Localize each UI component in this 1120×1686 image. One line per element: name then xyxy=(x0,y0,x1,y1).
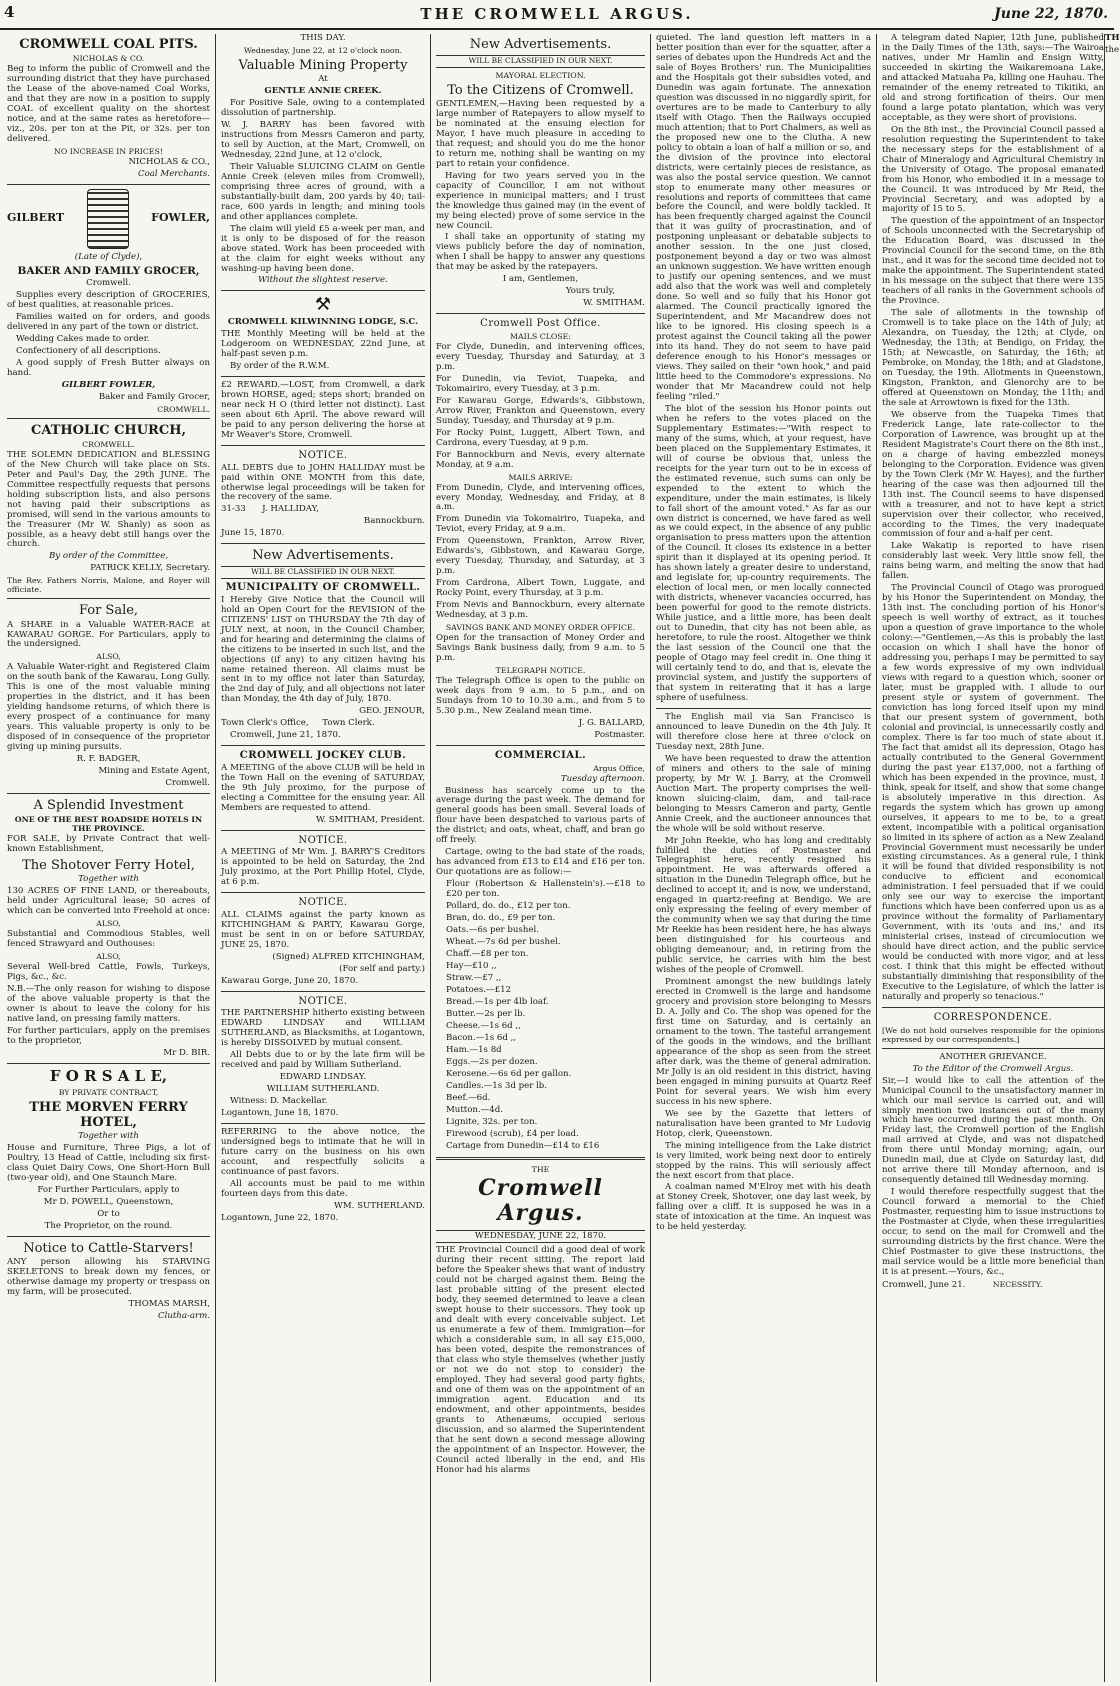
argus-office: Argus Office, xyxy=(593,763,645,773)
news-wakatip: Lake Wakatip is reported to have risen considerably last week. Very little snow fell, the rains being warm, and melting the snow that had fallen. xyxy=(882,541,1104,582)
commercial-heading: COMMERCIAL. xyxy=(494,749,587,761)
starve-body: ANY person allowing his STARVING SKELETONS to break down my fences, or otherwise damage my property or trespass on my farm, will be prosecuted. xyxy=(7,1257,210,1298)
leader-cont-2: The blot of the session his Honor points out when he refers to the votes placed on the Supplementary Estimates:—"With respect to many of the sums, which, at your request, have been placed on the Supplementary Estimates, it will of course be obvious that, unless the receipts for the year turn out to be in excess of the estimated revenue, such sums can only be expended to the extent to which the expenditure, under the main estimates, is likely to fall short of the amount voted." As far as our own district is concerned, we have fared as well as we could expect, in the absence of any public organisation to press matters upon the attention of the Council. It closes its existence in a better spirit than it displayed at its opening period. It has shown lately a greater desire to understand, and legislate for, up-country requirements. The election of local men, or men locally connected with districts, whenever vacancies occurred, has been powerful for good to the remote districts. While justice, and a little more, has been dealt out to Dunedin, that city has not been able, as heretofore, to rule the roost. Altogether we think the last session of the Council one that the people of Otago may feel credit in. One thing it will certainly tend to do, and that is, elevate the provincial system, and justify the supporters of that system in reiterating that it has a large sphere of usefulness. xyxy=(656,403,871,703)
divider xyxy=(436,1157,645,1160)
ballard-sign: J. G. BALLARD, xyxy=(578,717,645,728)
also-2: ALSO, xyxy=(96,919,121,929)
gent-body-2: Having for two years served you in the capacity of Councillor, I am not without experience in municipal matters; and I trust the knowledge thus gained may (in the event of my being elected) prove of some service in the new Council. xyxy=(436,170,645,231)
notice-3: NOTICE. xyxy=(298,897,348,909)
invest-heading: A Splendid Investment xyxy=(33,798,184,814)
church-order: By order of the Committee, xyxy=(48,551,169,562)
price-item: Kerosene.—6s 6d per gallon. xyxy=(446,1068,572,1079)
leader-cont: quieted. The land question left matters in a better position than ever for the squatter, after a series of debates upon the Hundreds Act and the sale of Boyes Brothers' run. The Municipalities and the Hospitals got their subsidies voted, and Dunedin was again fortunate. The annexation question was discussed in no niggardly spirit, for overtures are to be made to Canterbury to ally itself with Otago. Then the Railways occupied much attention; that to Port Chalmers, as well as the proposed new one to the Clutha. A new policy to obtain a loan of half a million or so, and the division of the province into electoral districts, were certainly pieces de resistance, as was also the postal service question. We cannot stop to enumerate many other measures or resolutions and reports of committees that came before the Council, and were boldly tackled. It has been frequently charged against the Council that it was guilty of procrastination, and of postponing unpleasant or debatable subjects to another session. In the one just closed, postponement beyond a day or two was almost an unknown suggestion. We have written enough to justify our opening sentences, and we must add also that the work was well and completely done. So well and so fully that his Honor got alarmed. The Council practically ignored the Superintendent, and Mr Macandrew does not like to be ignored. His closing speech is a protest against the Council taking all the power into its hand. They do not seem to have paid deference enough to his Honor's messages or views. They sailed on their "own hook," and paid little heed to the Commodore's expressions. No wonder that Mr Macandrew could not help feeling "riled." xyxy=(656,33,871,402)
yields-body: The claim will yield £5 a-week per man, and it is only to be disposed of for the reason above stated. Work has been proceeded with at the claim for eight weeks without any washing-up having been done. xyxy=(221,223,425,274)
price-item: Bread.—1s per 4lb loaf. xyxy=(446,996,549,1007)
jockey-sign: W. SMITHAM, President. xyxy=(315,814,425,825)
divider xyxy=(221,543,425,544)
news-coalman: A coalman named M'Elroy met with his death at Stoney Creek, Shotover, one day last week, by falling over a cliff. It is supposed he was in a state of intoxication at the time. An inquest was to be held yesterday. xyxy=(656,1182,871,1233)
divider xyxy=(882,1007,1104,1008)
church-sign: PATRICK KELLY, Secretary. xyxy=(90,563,210,574)
halliday-no: 31-33 xyxy=(221,504,246,515)
adjacent-page-edge xyxy=(1104,33,1120,1682)
mayoral-election: MAYORAL ELECTION. xyxy=(495,70,586,80)
price-item: Straw.—£7 ,, xyxy=(446,972,502,983)
divider xyxy=(221,290,425,291)
kitch-date: Kawarau Gorge, June 20, 1870. xyxy=(221,975,359,986)
divider xyxy=(7,1063,210,1064)
coal-sign: NICHOLAS & CO., xyxy=(128,156,210,167)
invest-body: FOR SALE, by Private Contract that well-known Establishment, xyxy=(7,834,210,855)
kitch-sign: (Signed) ALFRED KITCHINGHAM, xyxy=(272,951,425,962)
edge-text-2: the xyxy=(1105,44,1120,55)
referring-body-2: All accounts must be paid to me within fourteen days from this date. xyxy=(221,1178,425,1199)
notice-4: NOTICE. xyxy=(298,995,348,1007)
notice-2: NOTICE. xyxy=(298,834,348,846)
post-heading: Cromwell Post Office. xyxy=(480,318,601,330)
lindsay-sign: EDWARD LINDSAY. xyxy=(279,1071,367,1082)
morven-sign: Mr D. POWELL, Queenstown, xyxy=(43,1197,174,1208)
postmaster-title: Postmaster. xyxy=(594,729,645,740)
classified-note-2: WILL BE CLASSIFIED IN OUR NEXT. xyxy=(436,55,645,68)
sluicing-body: Their Valuable SLUICING CLAIM on Gentle Annie Creek (eleven miles from Cromwell), comprising three acres of ground, with a substantially-built dam, 200 yards by 40; tail-race, 600 yards in length; and mining tools and other appliances complete. xyxy=(221,161,425,222)
price-item: Mutton.—4d. xyxy=(446,1104,503,1115)
news-napier: A telegram dated Napier, 12th June, published in the Daily Times of the 13th, says:—The Wairoa natives, under Mr Hamlin and Ensign Witty, succeeded in skirting the Waikaremoana Lake, and attacked Matuaha Pa, killing one Hauhau. The remainder of the enemy retreated to Tikitiki, an old and strong fortification of theirs. Our men found a large potato plantation, which was very acceptable, as they were short of provisions. xyxy=(882,33,1104,123)
divider xyxy=(221,991,425,992)
price-item: Lignite, 32s. per ton. xyxy=(446,1116,538,1127)
this-day: THIS DAY. xyxy=(300,33,346,43)
baker-sign-3: CROMWELL. xyxy=(157,404,210,414)
correspondence-note: [We do not hold ourselves responsible for the opinions expressed by our correspondents.] xyxy=(882,1025,1104,1044)
divider xyxy=(7,1236,210,1237)
arrive-2: From Dunedin via Tokomairiro, Tuapeka, and Teviot, every Friday, at 9 a.m. xyxy=(436,514,645,535)
debts-body: ALL DEBTS due to JOHN HALLIDAY must be paid within ONE MONTH from this date, otherwise legal proceedings will be taken for the recovery of the same. xyxy=(221,462,425,503)
gent-body-3: I shall take an opportunity of stating my views publicly before the day of nomination, when I shall be happy to answer any questions that may be asked by the ratepayers. xyxy=(436,232,645,273)
baker-body-3: Wedding Cakes made to order. xyxy=(16,333,150,344)
divider xyxy=(436,745,645,746)
price-item: Flour (Robertson & Hallenstein's).—£18 to £20 per ton. xyxy=(446,879,645,900)
post-2: For Dunedin, via Teviot, Tuapeka, and Tokomairiro, every Tuesday, at 3 p.m. xyxy=(436,373,645,394)
notice-1: NOTICE. xyxy=(298,449,348,461)
morven-sign-2: The Proprietor, on the round. xyxy=(44,1221,173,1232)
claims-body: ALL CLAIMS against the party known as KITCHINGHAM & PARTY, Kawarau Gorge, must be sent in on or before SATURDAY, JUNE 25, 1870. xyxy=(221,909,425,950)
starve-sign-2: Clutha-arm. xyxy=(158,1311,210,1322)
lodge-body: THE Monthly Meeting will be held at the Lodgeroom on WEDNESDAY, 22nd June, at half-past seven p.m. xyxy=(221,329,425,360)
nb-text: N.B.—The only reason for wishing to dispose of the above valuable property is that the owner is about to leave the colony for his native land, on pressing family matters. xyxy=(7,984,210,1024)
baker-body: Supplies every description of GROCERIES, of best qualities, at reasonable prices. xyxy=(7,289,210,310)
wm-date: Logantown, June 22, 1870. xyxy=(221,1212,339,1223)
price-item: Oats.—6s per bushel. xyxy=(446,925,539,936)
church-place: CROMWELL. xyxy=(82,439,135,449)
coal-sign-2: Coal Merchants. xyxy=(138,168,210,179)
news-allotments: The sale of allotments in the township of Cromwell is to take place on the 14th of July; at Alexandra, on Tuesday, the 12th; at Clyde, on Wednesday, the 13th; at Bendigo, on Friday, the 15th; at Newcastle, on Saturday, the 16th; at Pembroke, on Monday, the 18th; and at Gladstone, on Tuesday, the 19th. Allotments in Queenstown, Kingston, Frankton, and Glenorchy are to be offered at Queenstown on Monday, the 11th; and the sale at Arrowtown is fixed for the 13th. xyxy=(882,308,1104,408)
halliday-line xyxy=(221,505,425,515)
telegraph-heading: TELEGRAPH NOTICE. xyxy=(495,666,586,676)
sale-body: A SHARE in a Valuable WATER-RACE at KAWARAU GORGE. For Particulars, apply to the undersigned. xyxy=(7,619,210,650)
the-word: THE xyxy=(531,1164,550,1174)
grievance-sign: NECESSITY. xyxy=(992,1279,1043,1289)
mining-at: At xyxy=(318,74,328,85)
halliday-sign: J. HALLIDAY, xyxy=(262,504,319,515)
partner-body-2: All Debts due to or by the late firm will be received and paid by William Sutherland. xyxy=(221,1050,425,1070)
nb-sign: Mr D. BIR. xyxy=(163,1047,210,1058)
news-gazette: We see by the Gazette that letters of naturalisation have been granted to Mr Ludovig Hotop, clerk, Queenstown. xyxy=(656,1108,871,1139)
gent-close: I am, Gentlemen, xyxy=(502,274,579,285)
town-clerk-office: Town Clerk's Office, xyxy=(221,718,309,729)
wm-suther-sign: WM. SUTHERLAND. xyxy=(334,1200,425,1211)
grievance-body: Sir,—I would like to call the attention of the Municipal Council to the unsatisfactory manner in which our mail service is carried out, and will simply mention two instances out of the many which have occurred during the past month. On Friday last, the Cromwell portion of the English mail arrived at Clyde, and was not dispatched from there until Monday morning; again, our Dunedin mail, due at Clyde on Saturday last, did not arrive there till Monday afternoon, and is consequently detained till Wednesday morning. xyxy=(882,1075,1104,1186)
morven-body-2: For Further Particulars, apply to xyxy=(37,1185,180,1196)
jockey-body: A MEETING of the above CLUB will be held in the Town Hall on the evening of SATURDAY, the 9th July proximo, for the purpose of electing a Committee for the ensuing year. All Members are requested to attend. xyxy=(221,762,425,813)
post-3: For Kawarau Gorge, Edwards's, Gibbstown, Arrow River, Frankton and Queenstown, every Sunday, Tuesday, and Thursday at 9 p.m. xyxy=(436,395,645,426)
baker-body-5: A good supply of Fresh Butter always on hand. xyxy=(7,357,210,378)
column-4 xyxy=(651,34,877,1682)
savings-body: Open for the transaction of Money Order and Savings Bank business daily, from 9 a.m. to 5 p.m. xyxy=(436,633,645,664)
price-item: Bran, do. do., £9 per ton. xyxy=(446,913,556,924)
without-reserve: Without the slightest reserve. xyxy=(258,275,388,286)
mails-arrive: MAILS ARRIVE: xyxy=(508,472,573,482)
classified-note: WILL BE CLASSIFIED IN OUR NEXT. xyxy=(221,566,425,579)
butter-tin-icon xyxy=(87,189,129,249)
arrive-5: From Nevis and Bannockburn, every alternate Wednesday, at 3 p.m. xyxy=(436,600,645,621)
sale-body-2: A Valuable Water-right and Registered Claim on the south bank of the Kawarau, Long Gully. This is one of the most valuable mining properties in the district, and it has been yielding handsome returns, of which there is every prospect of a continuance for many years. This valuable property is only to be disposed of in consequence of the proprietor giving up mining pursuits. xyxy=(7,662,210,753)
divider xyxy=(7,598,210,599)
price-item: Hay—£10 ,, xyxy=(446,961,497,971)
column-1 xyxy=(2,34,216,1682)
partner-body: THE PARTNERSHIP hitherto existing between EDWARD LINDSAY and WILLIAM SUTHERLAND, as Blacksmiths, at Logantown, is hereby DISSOLVED by mutual consent. xyxy=(221,1008,425,1049)
partner-date: Logantown, June 18, 1870. xyxy=(221,1107,339,1118)
gentle-annie: GENTLE ANNIE CREEK. xyxy=(264,86,382,97)
church-body: THE SOLEMN DEDICATION and BLESSING of the New Church will take place on Sts. Peter and Paul's Day, the 29th JUNE. The Committee respectfully requests that persons holding subscription lists, and also persons not having paid their subscriptions as promised, will send in the various amounts to the Treasurer (Mr W. Shanly) as soon as possible, as a heavy debt still hangs over the church. xyxy=(7,449,210,550)
grievance-place: Cromwell, June 21. xyxy=(882,1279,966,1290)
price-item: Beef.—6d. xyxy=(446,1092,491,1103)
divider xyxy=(7,793,210,794)
savings-heading: SAVINGS BANK AND MONEY ORDER OFFICE. xyxy=(445,623,636,633)
divider xyxy=(221,445,425,446)
news-english-mail: The English mail via San Francisco is announced to leave Dunedin on the 4th July. It will therefore close here at three o'clock on Tuesday next, 28th June. xyxy=(656,711,871,752)
baker-heading: BAKER AND FAMILY GROCER, xyxy=(17,264,200,277)
divider xyxy=(7,418,210,419)
gent-close-2: Yours truly, xyxy=(565,286,615,297)
gilbert-word: GILBERT xyxy=(7,211,65,225)
news-council-chair: On the 8th inst., the Provincial Council passed a resolution requesting the Superintendent to take the necessary steps for the establishment of a Chair of Mineralogy and Agricultural Chemistry in the University of Otago. The proposal emanated from his Honor, who embodied it in a message to the Council. It was introduced by Mr Reid, the Provincial Secretary, and was adopted by a majority of 15 to 5. xyxy=(882,124,1104,215)
baker-sign-2: Baker and Family Grocer, xyxy=(98,391,210,402)
newspaper-title: THE CROMWELL ARGUS. xyxy=(420,5,694,23)
morven-or: Or to xyxy=(97,1209,120,1220)
divider xyxy=(7,184,210,185)
column-3 xyxy=(431,34,651,1682)
new-adv-heading: New Advertisements. xyxy=(252,548,394,564)
tuesday-afternoon: Tuesday afternoon. xyxy=(560,773,645,784)
together-with-2: Together with xyxy=(78,1131,139,1142)
argus-nameplate: Cromwell Argus. xyxy=(478,1174,603,1227)
gent-sign: W. SMITHAM. xyxy=(583,298,645,309)
bannockburn: Bannockburn. xyxy=(363,516,425,527)
mails-close: MAILS CLOSE: xyxy=(510,331,571,341)
page-number: 4 xyxy=(4,3,15,21)
private-contract: BY PRIVATE CONTRACT, xyxy=(58,1088,159,1098)
price-item: Ham.—1s 8d xyxy=(446,1044,502,1055)
price-item: Cartage from Dunedin—£14 to £16 xyxy=(446,1140,600,1151)
grievance-sign-line xyxy=(882,1280,1104,1291)
price-item: Eggs.—2s per dozen. xyxy=(446,1056,538,1067)
jockey-heading: CROMWELL JOCKEY CLUB. xyxy=(239,750,407,762)
this-day-2: Wednesday, June 22, at 12 o'clock noon. xyxy=(243,45,403,55)
grievance-body-2: I would therefore respectfully suggest that the Council forward a memorial to the Chief Postmaster, requesting him to issue instructions to the Postmaster at Clyde, when these irregularities occur, to send on the mail for Cromwell and the surrounding districts by the first chance. Were the Chief Postmaster to give these instructions, the mail service would be a little more beneficial than it is at present.—Yours, &c., xyxy=(882,1187,1104,1277)
ferry-heading: The Shotover Ferry Hotel, xyxy=(22,858,195,874)
coal-body: Beg to inform the public of Cromwell and the surrounding district that they have purchased the Lease of the above-named Coal Works, and that they are now in a position to supply COAL of excellent quality on the shortest notice, and at the same rates as heretofore—viz., 20s. per ton at the Pit, or 32s. per ton delivered. xyxy=(7,64,210,144)
news-jolly: Prominent amongst the new buildings lately erected in Cromwell is the large and handsome grocery and provision store belonging to Messrs D. A. Jolly and Co. The shop was opened for the first time on Saturday, and is certainly an ornament to the town. The tasteful arrangement of the goods in the windows, and the brilliant appearance of the shop as seen from the street after dark, was the theme of general admiration. Mr Jolly is an old resident in this district, having been engaged in mining pursuits at Quartz Reef Point for several years. We wish him every success in his new sphere. xyxy=(656,977,871,1107)
also-3: ALSO, xyxy=(96,952,121,962)
reward-body: £2 REWARD.—LOST, from Cromwell, a dark brown HORSE, aged; steps short; branded on near neck H O (third letter not distinct). Last seen about 6th April. The above reward will be paid to any person delivering the horse at Mr Weaver's Store, Cromwell. xyxy=(221,380,425,441)
grievance-heading: ANOTHER GRIEVANCE. xyxy=(939,1051,1047,1062)
nb-text-2: For further particulars, apply on the premises to the proprietor, xyxy=(7,1025,210,1046)
masthead xyxy=(0,0,1114,30)
starve-sign: THOMAS MARSH, xyxy=(128,1299,210,1310)
price-item: Potatoes.—£12 xyxy=(446,984,512,995)
argus-date: WEDNESDAY, JUNE 22, 1870. xyxy=(436,1230,645,1244)
acres-text: 130 ACRES OF FINE LAND, or thereabouts, held under Agricultural lease; 50 acres of which can be converted into Freehold at once: xyxy=(7,886,210,917)
news-mining-sale: We have been requested to draw the attention of miners and others to the sale of mining property, by Mr W. J. Barry, at the Cromwell Auction Mart. The property comprises the well-known sluicing-claim, dam, and tail-race belonging to Messrs Cameron and party, Gentle Annie Creek, and the auctioneer announces that the whole will be sold without reserve. xyxy=(656,753,871,834)
town-clerk-title: Town Clerk. xyxy=(322,718,375,729)
stables-text: Substantial and Commodious Stables, well fenced Strawyard and Outhouses: xyxy=(7,929,210,950)
new-adv-heading-2: New Advertisements. xyxy=(469,37,612,52)
divider xyxy=(656,708,871,709)
gent-body: GENTLEMEN,—Having been requested by a large number of Ratepayers to allow myself to be nominated at the ensuing election for Mayor, I have much pleasure in acceding to that request; and should you do me the honor to return me, nothing shall be wanting on my part to retain your confidence. xyxy=(436,98,645,169)
citizens-heading: To the Citizens of Cromwell. xyxy=(447,82,634,98)
post-4: For Rocky Point, Luggett, Albert Town, and Cardrona, every Tuesday, at 9 p.m. xyxy=(436,427,645,448)
post-5: For Bannockburn and Nevis, every alternate Monday, at 9 a.m. xyxy=(436,449,645,470)
masonic-emblem-icon: ⚒ xyxy=(314,294,332,316)
baker-sign: GILBERT FOWLER, xyxy=(61,379,156,390)
divider xyxy=(221,830,425,831)
divider xyxy=(221,1123,425,1124)
coal-note: NO INCREASE IN PRICES! xyxy=(54,146,163,156)
coal-firm: NICHOLAS & CO. xyxy=(72,54,145,64)
kitch-self: (For self and party.) xyxy=(339,963,425,974)
grocer-banner xyxy=(7,189,210,249)
town-clerk-line xyxy=(221,719,425,729)
invest-sub: ONE OF THE BEST ROADSIDE HOTELS IN THE PROVINCE. xyxy=(14,815,203,834)
suther-sign: WILLIAM SUTHERLAND. xyxy=(266,1083,380,1094)
leader-body: THE Provincial Council did a good deal of work during their recent sitting. The report laid before the Speaker shews that want of industry could not be charged against them. Being the last probable sitting of the present elected body, they seemed determined to leave a clean swept house to their successors. They took up and dealt with every conceivable subject. Let us enumerate a few of them. Immigration—for which a considerable sum, in all say £15,000, has been voted, despite the remonstrances of that class who style themselves (whether justly or not we do not stop to consider) the employed. They had several good party fights, and one of them was on the appointment of an immigration agent. Education and its endowment, and other appointments, besides grants to Athenæums, occupied serious discussion, and so alarmed the Superintendent that he sent down a second message allowing the appointment of an Inspector. However, the Council acted liberally in the end, and His Honor had his alarms xyxy=(436,1245,645,1475)
starve-heading: Notice to Cattle-Starvers! xyxy=(23,1241,194,1257)
witness-sign: Witness: D. Mackellar. xyxy=(230,1095,328,1106)
edge-text: TH xyxy=(1105,33,1120,43)
post-1: For Clyde, Dunedin, and intervening offices, every Tuesday, Thursday and Saturday, at 3 p.m. xyxy=(436,341,645,372)
price-item: Butter.—2s per lb. xyxy=(446,1008,526,1019)
church-heading: CATHOLIC CHURCH, xyxy=(30,422,187,438)
mining-heading: Valuable Mining Property xyxy=(238,58,408,73)
divider xyxy=(882,1048,1104,1049)
lodge-heading: CROMWELL KILWINNING LODGE, S.C. xyxy=(227,317,419,328)
late-of-clyde: (Late of Clyde), xyxy=(74,251,143,262)
morven-body: House and Furniture, Three Pigs, a lot of Poultry, 13 Head of Cattle, including six first-class Quiet Dairy Cows, One Short-Horn Bull (two-year old), and One Staunch Mare. xyxy=(7,1143,210,1184)
sale-sign: R. F. BADGER, xyxy=(76,754,141,765)
baker-place: Cromwell. xyxy=(86,277,131,288)
price-item: Bacon.—1s 6d ,, xyxy=(446,1032,517,1043)
arrive-1: From Dunedin, Clyde, and intervening offices, every Monday, Wednesday, and Friday, at 8 a.m. xyxy=(436,482,645,513)
commercial-body: Business has scarcely come up to the average during the past week. The demand for general goods has been small. Several loads of flour have been despatched to various parts of the district; and oats, wheat, chaff, and bran go off freely. xyxy=(436,785,645,846)
price-item: Pollard, do. do., £12 per ton. xyxy=(446,901,571,912)
commercial-body-2: Cartage, owing to the bad state of the roads, has advanced from £13 to £14 and £16 per ton. Our quotations are as follow:— xyxy=(436,847,645,878)
price-item: Firewood (scrub), £4 per load. xyxy=(446,1128,579,1139)
arrive-3: From Queenstown, Frankton, Arrow River, Edwards's, Gibbstown, and Kawarau Gorge, every Tuesday, Thursday, and Saturday, at 3 p.m. xyxy=(436,536,645,577)
barry-body: W. J. BARRY has been favored with instructions from Messrs Cameron and party, to sell by Auction, at the Mart, Cromwell, on Wednesday, 22nd June, at 12 o'clock, xyxy=(221,119,425,160)
baker-body-2: Families waited on for orders, and goods delivered in any part of the town or district. xyxy=(7,311,210,332)
sale-also: ALSO, xyxy=(96,652,121,662)
baker-body-4: Confectionery of all descriptions. xyxy=(16,345,161,356)
grievance-to: To the Editor of the Cromwell Argus. xyxy=(912,1063,1074,1074)
sale-heading: For Sale, xyxy=(78,603,139,619)
together-with: Together with xyxy=(78,874,139,885)
price-item: Wheat.—7s 6d per bushel. xyxy=(446,937,561,948)
divider xyxy=(221,745,425,746)
muni-date: Cromwell, June 21, 1870. xyxy=(230,730,341,741)
divider xyxy=(221,892,425,893)
news-prorogued: The Provincial Council of Otago was prorogued by his Honor the Superintendent on Monday, the 13th inst. The concluding portion of his Honor's speech is well worthy of extract, as it touches upon a question of grave importance to the whole colony:—"Gentlemen,—As this is probably the last occasion on which I shall have the honor of addressing you, perhaps I may be permitted to say a few words expressive of my own individual views with regard to a question which, sooner or later, must be grappled with. I allude to our present style or system of government. The conviction has long forced itself upon my mind that our present system of government, both colonial and provincial, is unnecessarily costly and complex. There is far too much of state about it. The fact that amidst all its depression, Otago has actually contributed to the General Government during the past year £137,000, not a farthing of which has been expended in the province, must, I think, speak for itself, and show that some change is absolutely imperative in this direction. As regards the system which has grown up among ourselves, it appears to me to be, to a great extent, incompatible with a political organisation so limited in its sphere of action as a New Zealand Provincial Government must necessarily be under existing circumstances. As a general rule, I think it will be found that divided responsibility is not conducive to efficient and economical administration. I feel persuaded that if we could only see our way to exercise the important functions which have been conferred upon us as a province without the formality of Parliamentary Government, with its 'outs and ins,' and its ministerial crises, instead of circumlocution we should have direct action, and the public service would be conducted with more vigor, and at less cost. I think that this might be effected without substantially diminishing that responsibility of the Executive to the Legislature, of which the latter is naturally and properly so tenacious." xyxy=(882,583,1104,1003)
creditors-body: A MEETING of Mr Wm. J. BARRY'S Creditors is appointed to be held on Saturday, the 2nd July proximo, at the Port Phillip Hotel, Clyde, at 6 p.m. xyxy=(221,847,425,888)
muni-heading: MUNICIPALITY OF CROMWELL. xyxy=(225,582,421,594)
column-2 xyxy=(216,34,431,1682)
news-lange: We observe from the Tuapeka Times that Frederick Lange, late rate-collector to the Corporation of Lawrence, was brought up at the Resident Magistrate's Court there on the 8th inst., on a charge of having embezzled moneys belonging to the Corporation. Evidence was given by the Town Clerk (Mr W. Hayes), and the further hearing of the case was then adjourned till the 13th inst. The Council seems to have dispensed with a treasurer, and not to have kept a strict supervision over their collector, who received, according to the Times, the very inadequate commission of four and a-half per cent. xyxy=(882,409,1104,540)
price-item: Candles.—1s 3d per lb. xyxy=(446,1080,548,1091)
correspondence-heading: CORRESPONDENCE. xyxy=(933,1012,1053,1023)
divider xyxy=(221,376,425,377)
positive-sale: For Positive Sale, owing to a contemplated dissolution of partnership. xyxy=(221,98,425,118)
muni-body: I Hereby Give Notice that the Council will hold an Open Court for the REVISION of the CITIZENS' LIST on THURSDAY the 7th day of JULY next, at noon, in the Council Chamber, and for hearing and determining the claims of the citizens to be inserted in such list, and the objections (if any) to any citizen having his name retained thereon. All claims must be sent in to my office not later than Saturday, the 2nd day of July, and all objections not later than Monday, the 4th day of July, 1870. xyxy=(221,594,425,705)
news-reekie: Mr John Reekie, who has long and creditably fulfilled the duties of Postmaster and Telegraphist here, recently resigned his appointment. He was afterwards offered a situation in the Dunedin Telegraph office, but he declined to accept it; and is now, we understand, engaged in quartz-reefing at Bendigo. We are only expressing the feeling of every member of the community when we say that during the time Mr Reekie has been resident here, he has always been distinguished for his courteous and obliging demeanour; and, in retiring from the public service, he carries with him the best wishes of the people of Cromwell. xyxy=(656,835,871,976)
referring-body: REFERRING to the above notice, the undersigned begs to intimate that he will in future carry on the business on his own account, and respectfully solicits a continuance of past favors. xyxy=(221,1126,425,1177)
divider xyxy=(436,313,645,314)
price-list xyxy=(436,880,645,1151)
sale-sign-3: Cromwell. xyxy=(165,778,210,789)
issue-date: June 22, 1870. xyxy=(994,6,1108,22)
price-item: Cheese.—1s 6d ,, xyxy=(446,1020,521,1031)
forsale-heading: F O R S A L E, xyxy=(49,1066,168,1085)
news-lake: The mining intelligence from the Lake district is very limited, work being next door to entirely stopped by the rains. This will seriously affect the next escort from that place. xyxy=(656,1140,871,1181)
news-inspector: The question of the appointment of an Inspector of Schools unconnected with the Secretaryship of the Education Board, was discussed in the Provincial Council for the second time, on the 8th inst., and it was for the second time decided not to make the appointment. The Superintendent stated in his message on the subject that there were 135 teachers of all ranks in the Government schools of the Province. xyxy=(882,216,1104,307)
telegraph-body: The Telegraph Office is open to the public on week days from 9 a.m. to 5 p.m., and on Sundays from 10 to 10.30 a.m., and from 5 to 5.30 p.m., New Zealand mean time. xyxy=(436,676,645,716)
church-sign-2: The Rev. Fathers Norris, Malone, and Royer will officiate. xyxy=(7,576,210,595)
price-item: Chaff.—£8 per ton. xyxy=(446,949,529,960)
fowler-word: FOWLER, xyxy=(151,211,210,225)
arrive-4: From Cardrona, Albert Town, Luggate, and Rocky Point, every Thursday, at 3 p.m. xyxy=(436,578,645,599)
sale-sign-2: Mining and Estate Agent, xyxy=(98,766,210,777)
halliday-date: June 15, 1870. xyxy=(221,528,285,539)
coal-heading: CROMWELL COAL PITS. xyxy=(19,37,198,52)
lodge-order: By order of the R.W.M. xyxy=(230,361,330,372)
jenour-sign: GEO. JENOUR, xyxy=(359,706,425,717)
cattle-text: Several Well-bred Cattle, Fowls, Turkeys, Pigs, &c., &c. xyxy=(7,962,210,983)
morven-heading: THE MORVEN FERRY HOTEL, xyxy=(29,1100,188,1131)
column-5 xyxy=(877,34,1109,1682)
